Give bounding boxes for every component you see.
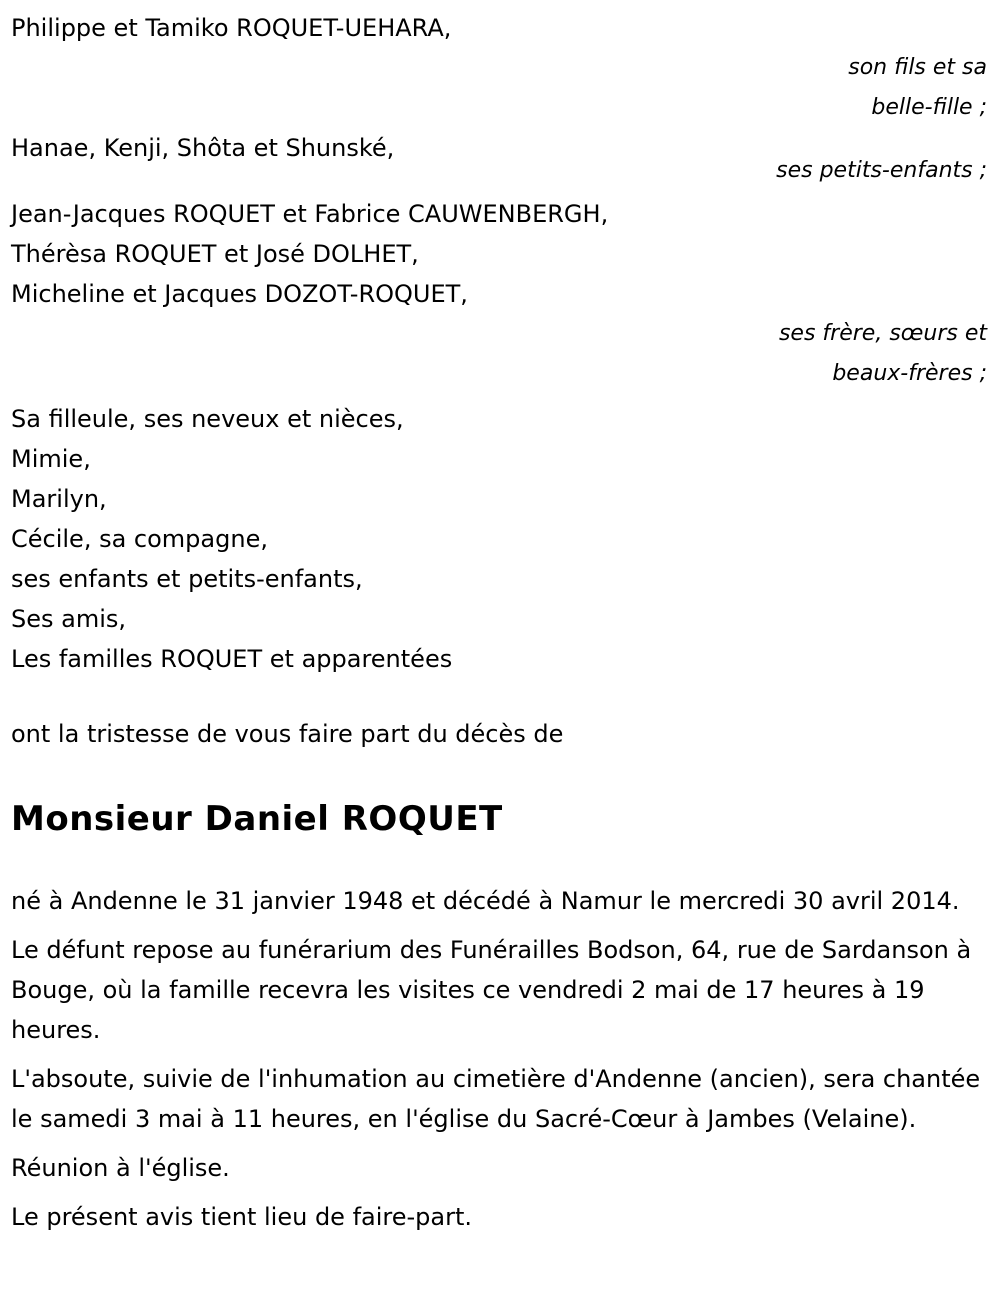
mourner-line: Sa filleule, ses neveux et nièces, [11, 405, 404, 433]
family-names-line: Jean-Jacques ROQUET et Fabrice CAUWENBERGH, [11, 200, 609, 228]
family-names-line: Hanae, Kenji, Shôta et Shunské, [11, 134, 395, 162]
relation-label: belle-fille ; [871, 95, 987, 120]
family-group-siblings [11, 194, 991, 394]
mourner-line: Ses amis, [11, 605, 127, 633]
mourner-line: Les familles ROQUET et apparentées [11, 645, 453, 673]
notice-disclaimer: Le présent avis tient lieu de faire-part. [11, 1203, 473, 1231]
family-names-line: Micheline et Jacques DOZOT-ROQUET, [11, 280, 468, 308]
relation-label: ses frère, sœurs et [778, 321, 987, 346]
relation-label: son fils et sa [848, 55, 987, 80]
death-notice [11, 8, 991, 1246]
mourner-line: Mimie, [11, 445, 91, 473]
announcement-text: ont la tristesse de vous faire part du décès de [11, 720, 564, 748]
mourner-line: Cécile, sa compagne, [11, 525, 268, 553]
birth-death-info: né à Andenne le 31 janvier 1948 et décédé à Namur le mercredi 30 avril 2014. [11, 887, 960, 915]
family-names-line: Philippe et Tamiko ROQUET-UEHARA, [11, 14, 452, 42]
family-group-son [11, 8, 991, 128]
mourner-line: Marilyn, [11, 485, 107, 513]
other-mourners [11, 399, 991, 679]
funeral-home-info: Le défunt repose au funérarium des Funérailles Bodson, 64, rue de Sardanson à Bouge, où la famille recevra les visites ce vendredi 2 mai de 17 heures à 19 heures. [11, 936, 972, 1044]
family-names-line: Thérèsa ROQUET et José DOLHET, [11, 240, 419, 268]
notice-details [11, 881, 991, 1237]
mourner-line: ses enfants et petits-enfants, [11, 565, 363, 593]
ceremony-info: L'absoute, suivie de l'inhumation au cimetière d'Andenne (ancien), sera chantée le samedi 3 mai à 11 heures, en l'église du Sacré-Cœur à Jambes (Velaine). [11, 1065, 981, 1133]
family-group-grandchildren [11, 128, 991, 191]
deceased-name: Monsieur Daniel ROQUET [11, 799, 503, 839]
relation-label: beaux-frères ; [832, 361, 987, 386]
meeting-info: Réunion à l'église. [11, 1154, 230, 1182]
relation-label: ses petits-enfants ; [776, 158, 987, 183]
